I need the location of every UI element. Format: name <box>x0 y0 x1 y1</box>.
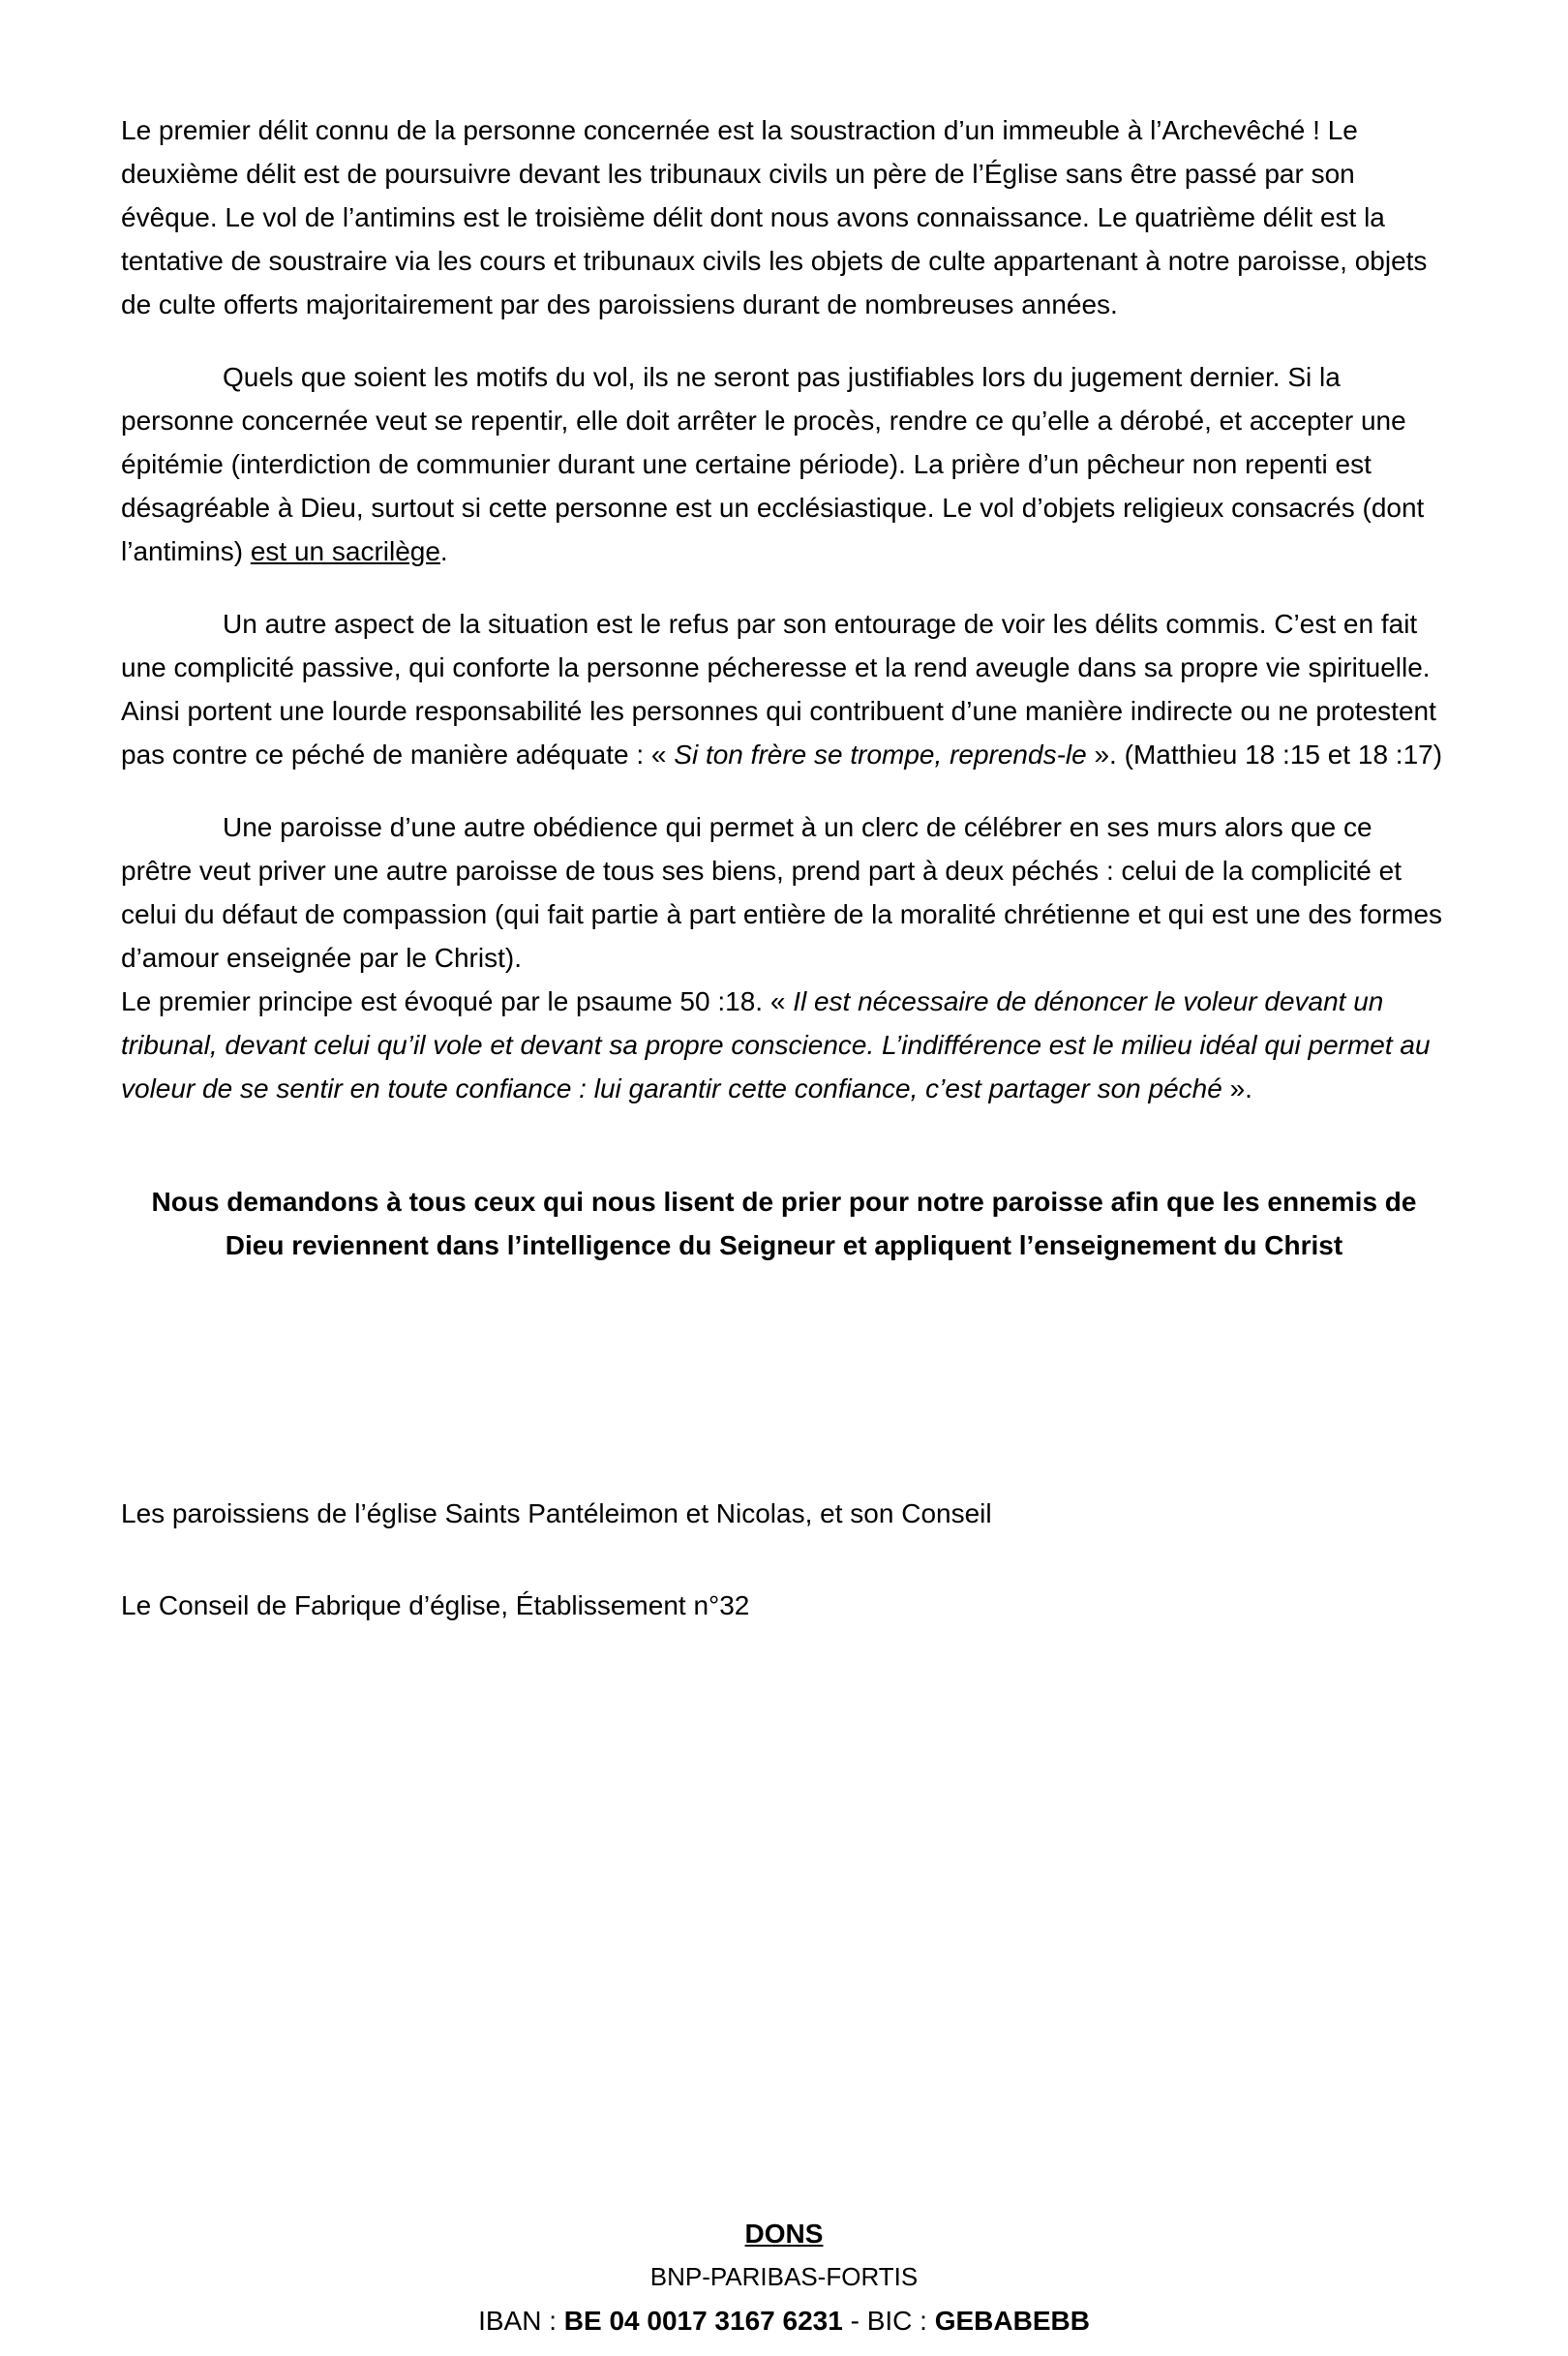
iban-bic-line <box>0 2299 1568 2342</box>
text-run: Le premier principe est évoqué par le psaume 50 :18. « <box>121 986 794 1016</box>
signature-conseil-fabrique <box>121 1584 1447 1627</box>
paragraph-complicite <box>121 602 1447 776</box>
footer-dons <box>0 2212 1568 2342</box>
text-run: DONS <box>744 2219 824 2249</box>
italic-quote-matthieu: Si ton frère se trompe, reprends-le <box>674 740 1087 770</box>
paragraph-paroisse-obedience <box>121 805 1447 1110</box>
italic-quote-psaume: Il est nécessaire de dénoncer le voleur devant un tribunal, devant celui qu’il vole et devant sa propre conscience. L’indifférence est le milieu idéal qui permet au voleur de se sentir en toute confiance : lui garantir cette confiance, c’est partager son péché <box>121 986 1431 1103</box>
iban-value: BE 04 0017 3167 6231 <box>563 2306 843 2336</box>
text-run: Un autre aspect de la situation est le refus par son entourage de voir les délits commis. C’est en fait une complicité passive, qui conforte la personne pécheresse et la rend aveugle dans sa propre vie spirituelle. Ainsi portent une lourde responsabilité les personnes qui contribuent d’une manière indirecte ou ne protestent pas contre ce péché de manière adéquate : « <box>121 609 1436 770</box>
text-run: Les paroissiens de l’église Saints Pantéleimon et Nicolas, et son Conseil <box>121 1498 992 1528</box>
bank-name <box>0 2255 1568 2299</box>
text-run: BNP-PARIBAS-FORTIS <box>649 2262 919 2291</box>
bic-label: BIC : <box>866 2306 935 2336</box>
bic-value: GEBABEBB <box>934 2306 1090 2336</box>
text-run: Le premier délit connu de la personne concernée est la soustraction d’un immeuble à l’Archevêché ! Le deuxième délit est de poursuivre devant les tribunaux civils un père de l’Église sans être passé par son évêque. Le vol de l’antimins est le troisième délit dont nous avons connaissance. Le quatrième délit est la tentative de soustraire via les cours et tribunaux civils les objets de culte appartenant à notre paroisse, objets de culte offerts majoritairement par des paroissiens durant de nombreuses années. <box>121 115 1428 319</box>
signature-paroissiens <box>121 1492 1447 1535</box>
text-run: Nous demandons à tous ceux qui nous lisent de prier pour notre paroisse afin que les ennemis de Dieu reviennent dans l’intelligence du Seigneur et appliquent l’enseignement du Christ <box>151 1187 1417 1260</box>
text-run: Le Conseil de Fabrique d’église, Établissement n°32 <box>121 1590 750 1620</box>
paragraph-repentir <box>121 355 1447 573</box>
text-run: ». <box>1221 1073 1252 1103</box>
iban-label: IBAN : <box>478 2306 564 2336</box>
underlined-text-sacrilege: est un sacrilège <box>250 536 440 566</box>
paragraph-appel-priere <box>121 1180 1447 1267</box>
dons-title <box>0 2212 1568 2255</box>
separator: - <box>842 2306 867 2336</box>
text-run: ». (Matthieu 18 :15 et 18 :17) <box>1086 740 1443 770</box>
text-run: . <box>439 536 448 566</box>
text-run: Quels que soient les motifs du vol, ils ne seront pas justifiables lors du jugement dernier. Si la personne concernée veut se repentir, elle doit arrêter le procès, rendre ce qu’elle a dérobé, et accepter une épitémie (interdiction de communier durant une certaine période). La prière d’un pêcheur non repenti est désagréable à Dieu, surtout si cette personne est un ecclésiastique. Le vol d’objets religieux consacrés (dont l’antimins) <box>121 362 1425 566</box>
paragraph-delits <box>121 108 1447 326</box>
text-run: Une paroisse d’une autre obédience qui permet à un clerc de célébrer en ses murs alors que ce prêtre veut priver une autre paroisse de tous ses biens, prend part à deux péchés : celui de la complicité et celui du défaut de compassion (qui fait partie à part entière de la moralité chrétienne et qui est une des formes d’amour enseignée par le Christ). <box>121 812 1443 973</box>
